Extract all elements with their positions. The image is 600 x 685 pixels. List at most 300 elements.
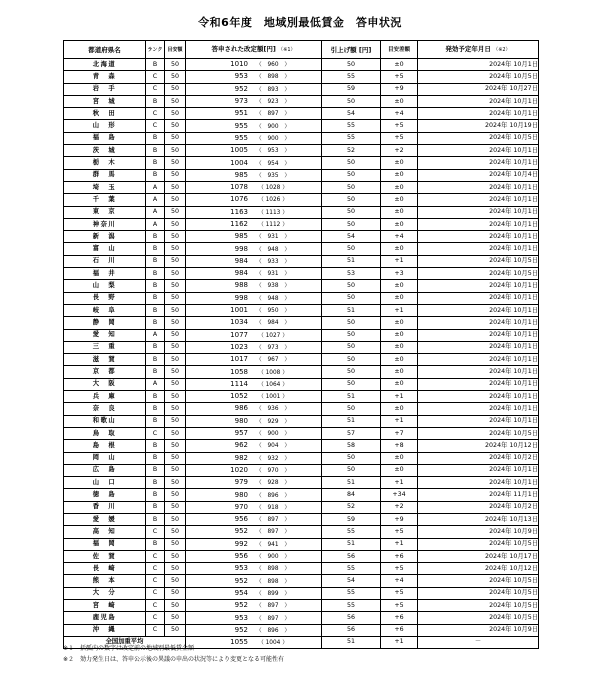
cell-amount: [186, 526, 322, 538]
cell-inc: 59: [322, 83, 381, 95]
cell-new-wage: 1078: [230, 183, 248, 192]
cell-rank: B: [146, 304, 165, 316]
cell-rank: B: [146, 415, 165, 427]
cell-old-wage: （ 967 ）: [255, 357, 291, 364]
cell-inc: 54: [322, 108, 381, 120]
table-row: [64, 612, 539, 624]
cell-inc: 50: [322, 341, 381, 353]
cell-pct: 50: [165, 513, 186, 525]
cell-old-wage: （ 941 ）: [255, 541, 291, 548]
cell-amount: [186, 194, 322, 206]
table-row: [64, 624, 539, 636]
cell-rank: C: [146, 550, 165, 562]
cell-pref: 兵 庫: [64, 391, 146, 403]
cell-new-wage: 956: [234, 552, 248, 561]
cell-new-wage: 1004: [230, 158, 248, 167]
cell-diff: +6: [381, 550, 418, 562]
header-inc: 引上げ額 [円]: [322, 41, 381, 59]
cell-rank: B: [146, 95, 165, 107]
cell-pref: 栃 木: [64, 157, 146, 169]
cell-old-wage: （ 970 ）: [255, 467, 291, 474]
header-pref: 都道府県名: [64, 41, 146, 59]
cell-date: 2024年 10月5日: [418, 255, 539, 267]
cell-date: 2024年 10月2日: [418, 501, 539, 513]
cell-inc: 50: [322, 452, 381, 464]
table-row: [64, 317, 539, 329]
cell-old-wage: （ 893 ）: [255, 86, 291, 93]
cell-new-wage: 951: [234, 109, 248, 118]
cell-diff: ±0: [381, 464, 418, 476]
table-row: [64, 354, 539, 366]
cell-inc: 56: [322, 624, 381, 636]
header-amount-label: 答申された改定額[円]: [211, 45, 276, 53]
header-rank: ランク: [146, 41, 165, 59]
cell-date: 2024年 10月1日: [418, 206, 539, 218]
cell-diff: ±0: [381, 59, 418, 71]
cell-date: 2024年 10月1日: [418, 194, 539, 206]
table-row: [64, 600, 539, 612]
table-row: [64, 575, 539, 587]
cell-rank: C: [146, 108, 165, 120]
cell-date: 2024年 10月1日: [418, 280, 539, 292]
cell-pct: 50: [165, 354, 186, 366]
cell-diff: +1: [381, 415, 418, 427]
cell-diff: ±0: [381, 218, 418, 230]
cell-rank: B: [146, 341, 165, 353]
table-row: [64, 341, 539, 353]
table-header-row: [64, 41, 539, 59]
cell-new-wage: 952: [234, 576, 248, 585]
cell-pref: 宮 崎: [64, 600, 146, 612]
cell-amount: [186, 145, 322, 157]
cell-pct: 50: [165, 440, 186, 452]
cell-inc: 55: [322, 526, 381, 538]
cell-rank: A: [146, 329, 165, 341]
cell-pct: 50: [165, 317, 186, 329]
table-row: [64, 550, 539, 562]
cell-pref: 島 根: [64, 440, 146, 452]
cell-old-wage: （ 1028 ）: [257, 185, 289, 192]
cell-new-wage: 1034: [230, 318, 248, 327]
cell-rank: A: [146, 181, 165, 193]
cell-new-wage: 980: [234, 490, 248, 499]
cell-date: 2024年 10月5日: [418, 587, 539, 599]
cell-pct: 50: [165, 415, 186, 427]
cell-diff: +1: [381, 304, 418, 316]
cell-pref: 静 岡: [64, 317, 146, 329]
cell-pref: 高 知: [64, 526, 146, 538]
cell-old-wage: （ 897 ）: [255, 111, 291, 118]
table-row: [64, 157, 539, 169]
footnotes: [63, 643, 284, 665]
table-row: [64, 489, 539, 501]
cell-inc: 84: [322, 489, 381, 501]
table-row: [64, 181, 539, 193]
cell-pref: 東 京: [64, 206, 146, 218]
cell-amount: [186, 600, 322, 612]
cell-inc: 55: [322, 563, 381, 575]
table-row: [64, 366, 539, 378]
cell-diff: +9: [381, 83, 418, 95]
cell-pref: 広 島: [64, 464, 146, 476]
cell-pref: 富 山: [64, 243, 146, 255]
cell-diff: ±0: [381, 292, 418, 304]
footnote-2: ※２ 効力発生日は、答申公示後の異議の申出の状況等により変更となる可能性有: [63, 656, 285, 663]
cell-amount: [186, 181, 322, 193]
cell-inc: 51: [322, 255, 381, 267]
cell-diff: ±0: [381, 403, 418, 415]
cell-old-wage: （ 933 ）: [255, 258, 291, 265]
table-row: [64, 563, 539, 575]
table-row: [64, 71, 539, 83]
cell-pct: 50: [165, 624, 186, 636]
cell-rank: C: [146, 83, 165, 95]
cell-rank: B: [146, 452, 165, 464]
cell-pref: 熊 本: [64, 575, 146, 587]
cell-amount: [186, 378, 322, 390]
table-row: [64, 440, 539, 452]
cell-pref: 滋 賀: [64, 354, 146, 366]
cell-diff: +5: [381, 71, 418, 83]
cell-rank: C: [146, 71, 165, 83]
cell-inc: 50: [322, 206, 381, 218]
cell-rank: B: [146, 59, 165, 71]
cell-pct: 50: [165, 243, 186, 255]
cell-date: 2024年 10月1日: [418, 157, 539, 169]
cell-rank: C: [146, 600, 165, 612]
cell-pct: 50: [165, 145, 186, 157]
cell-amount: [186, 329, 322, 341]
cell-old-wage: （ 900 ）: [255, 554, 291, 561]
cell-diff: ±0: [381, 280, 418, 292]
cell-new-wage: 1020: [230, 465, 248, 474]
cell-date: 2024年 10月19日: [418, 120, 539, 132]
table-row: [64, 255, 539, 267]
cell-pref: 福 島: [64, 132, 146, 144]
table-row: [64, 169, 539, 181]
cell-old-wage: （ 1064 ）: [257, 381, 289, 388]
cell-date: 2024年 10月9日: [418, 526, 539, 538]
cell-diff: ±0: [381, 181, 418, 193]
cell-pct: 50: [165, 329, 186, 341]
cell-pref: 沖 縄: [64, 624, 146, 636]
table-row: [64, 304, 539, 316]
cell-amount: [186, 132, 322, 144]
cell-pct: 50: [165, 501, 186, 513]
cell-amount: [186, 464, 322, 476]
cell-inc: 50: [322, 157, 381, 169]
cell-rank: C: [146, 427, 165, 439]
cell-date: 2024年 10月1日: [418, 218, 539, 230]
table-row: [64, 513, 539, 525]
cell-inc: 59: [322, 513, 381, 525]
cell-new-wage: 1162: [230, 220, 248, 228]
cell-old-wage: （ 950 ）: [255, 308, 291, 315]
cell-amount: [186, 587, 322, 599]
table-row: [64, 206, 539, 218]
cell-amount: [186, 440, 322, 452]
cell-pct: 50: [165, 59, 186, 71]
cell-new-wage: 985: [234, 232, 248, 241]
cell-inc: 58: [322, 440, 381, 452]
cell-pct: 50: [165, 255, 186, 267]
cell-rank: B: [146, 538, 165, 550]
cell-diff: ±0: [381, 329, 418, 341]
minimum-wage-table: [63, 40, 539, 649]
cell-diff: ±0: [381, 341, 418, 353]
cell-pct: 50: [165, 526, 186, 538]
cell-new-wage: 1017: [230, 355, 248, 364]
cell-date: 2024年 10月9日: [418, 624, 539, 636]
cell-rank: B: [146, 292, 165, 304]
cell-date: 2024年 10月17日: [418, 550, 539, 562]
cell-rank: B: [146, 268, 165, 280]
cell-pct: 50: [165, 108, 186, 120]
cell-amount: [186, 231, 322, 243]
cell-date: 2024年 10月1日: [418, 231, 539, 243]
cell-inc: 51: [322, 477, 381, 489]
cell-pct: 50: [165, 600, 186, 612]
cell-pct: 50: [165, 427, 186, 439]
cell-old-wage: （ 953 ）: [255, 148, 291, 155]
cell-new-wage: 1058: [230, 367, 248, 376]
page-title: 令和6年度 地域別最低賃金 答申状況: [198, 16, 402, 29]
cell-date: 2024年 10月2日: [418, 452, 539, 464]
cell-amount: [186, 501, 322, 513]
table-row: [64, 95, 539, 107]
cell-diff: +4: [381, 108, 418, 120]
cell-inc: 50: [322, 218, 381, 230]
cell-pref: 北海道: [64, 59, 146, 71]
cell-pref: 三 重: [64, 341, 146, 353]
cell-new-wage: 1010: [230, 60, 248, 69]
cell-pref: 山 形: [64, 120, 146, 132]
cell-diff: +2: [381, 501, 418, 513]
cell-new-wage: 952: [234, 601, 248, 610]
average-old: （ 1004 ）: [257, 639, 289, 646]
cell-pct: 50: [165, 391, 186, 403]
cell-new-wage: 952: [234, 527, 248, 536]
table-row: [64, 464, 539, 476]
cell-pct: 50: [165, 181, 186, 193]
cell-pref: 長 野: [64, 292, 146, 304]
table-row: [64, 292, 539, 304]
cell-amount: [186, 280, 322, 292]
cell-old-wage: （ 898 ）: [255, 578, 291, 585]
table-row: [64, 329, 539, 341]
cell-amount: [186, 415, 322, 427]
cell-pct: 50: [165, 587, 186, 599]
cell-pref: 鳥 取: [64, 427, 146, 439]
cell-amount: [186, 317, 322, 329]
cell-diff: +5: [381, 526, 418, 538]
cell-diff: ±0: [381, 206, 418, 218]
cell-rank: C: [146, 526, 165, 538]
footnote-1: ※１ 括弧内の数字は改定前の地域別最低賃金額: [63, 645, 195, 652]
cell-inc: 52: [322, 145, 381, 157]
cell-old-wage: （ 900 ）: [255, 123, 291, 130]
cell-amount: [186, 157, 322, 169]
cell-pref: 京 都: [64, 366, 146, 378]
cell-pref: 福 岡: [64, 538, 146, 550]
cell-amount: [186, 71, 322, 83]
table-row: [64, 243, 539, 255]
cell-rank: B: [146, 169, 165, 181]
cell-date: 2024年 10月12日: [418, 563, 539, 575]
table-row: [64, 231, 539, 243]
cell-new-wage: 985: [234, 170, 248, 179]
cell-pref: 和歌山: [64, 415, 146, 427]
cell-old-wage: （ 897 ）: [255, 615, 291, 622]
cell-amount: [186, 427, 322, 439]
table-row: [64, 280, 539, 292]
cell-pref: 大 阪: [64, 378, 146, 390]
cell-inc: 50: [322, 95, 381, 107]
table-body: [64, 59, 539, 637]
cell-rank: B: [146, 440, 165, 452]
cell-old-wage: （ 935 ）: [255, 172, 291, 179]
cell-pref: 岐 阜: [64, 304, 146, 316]
table-row: [64, 501, 539, 513]
cell-inc: 50: [322, 280, 381, 292]
cell-inc: 50: [322, 194, 381, 206]
cell-rank: B: [146, 317, 165, 329]
cell-date: 2024年 10月1日: [418, 391, 539, 403]
cell-inc: 50: [322, 59, 381, 71]
average-inc: 51: [322, 636, 381, 648]
cell-date: 2024年 10月5日: [418, 600, 539, 612]
cell-pct: 50: [165, 304, 186, 316]
cell-diff: ±0: [381, 378, 418, 390]
cell-old-wage: （ 1001 ）: [257, 394, 289, 401]
cell-inc: 50: [322, 464, 381, 476]
cell-rank: A: [146, 218, 165, 230]
cell-date: 2024年 10月1日: [418, 292, 539, 304]
cell-pref: 香 川: [64, 501, 146, 513]
cell-amount: [186, 95, 322, 107]
cell-pct: 50: [165, 132, 186, 144]
cell-date: 2024年 10月1日: [418, 317, 539, 329]
cell-date: 2024年 11月1日: [418, 489, 539, 501]
cell-pct: 50: [165, 292, 186, 304]
cell-pct: 50: [165, 218, 186, 230]
cell-rank: A: [146, 194, 165, 206]
cell-amount: [186, 268, 322, 280]
cell-diff: +5: [381, 563, 418, 575]
cell-inc: 55: [322, 120, 381, 132]
cell-old-wage: （ 899 ）: [255, 590, 291, 597]
cell-old-wage: （ 928 ）: [255, 480, 291, 487]
cell-new-wage: 998: [234, 293, 248, 302]
cell-old-wage: （ 898 ）: [255, 566, 291, 573]
cell-inc: 55: [322, 600, 381, 612]
cell-date: 2024年 10月1日: [418, 415, 539, 427]
cell-old-wage: （ 931 ）: [255, 234, 291, 241]
table-row: [64, 194, 539, 206]
cell-pct: 50: [165, 538, 186, 550]
cell-new-wage: 954: [234, 588, 248, 597]
cell-rank: C: [146, 575, 165, 587]
cell-amount: [186, 292, 322, 304]
cell-pref: 長 崎: [64, 563, 146, 575]
cell-old-wage: （ 898 ）: [255, 74, 291, 81]
cell-new-wage: 992: [234, 539, 248, 548]
cell-rank: A: [146, 378, 165, 390]
cell-amount: [186, 169, 322, 181]
cell-pct: 50: [165, 157, 186, 169]
cell-date: 2024年 10月1日: [418, 243, 539, 255]
cell-date: 2024年 10月13日: [418, 513, 539, 525]
cell-pref: 大 分: [64, 587, 146, 599]
cell-new-wage: 1001: [230, 306, 248, 315]
cell-rank: C: [146, 563, 165, 575]
cell-inc: 50: [322, 317, 381, 329]
cell-new-wage: 1114: [230, 379, 248, 388]
cell-rank: B: [146, 489, 165, 501]
cell-new-wage: 998: [234, 244, 248, 253]
cell-old-wage: （ 960 ）: [255, 62, 291, 69]
table-row: [64, 526, 539, 538]
cell-new-wage: 953: [234, 564, 248, 573]
cell-amount: [186, 513, 322, 525]
cell-date: 2024年 10月1日: [418, 181, 539, 193]
cell-new-wage: 1076: [230, 195, 248, 204]
cell-old-wage: （ 938 ）: [255, 283, 291, 290]
cell-new-wage: 988: [234, 281, 248, 290]
cell-old-wage: （ 923 ）: [255, 99, 291, 106]
cell-new-wage: 982: [234, 453, 248, 462]
cell-inc: 55: [322, 132, 381, 144]
cell-inc: 55: [322, 71, 381, 83]
cell-rank: B: [146, 513, 165, 525]
cell-amount: [186, 218, 322, 230]
cell-inc: 57: [322, 427, 381, 439]
cell-inc: 50: [322, 378, 381, 390]
cell-new-wage: 980: [234, 416, 248, 425]
average-new: 1055: [230, 637, 248, 646]
cell-date: 2024年 10月1日: [418, 477, 539, 489]
cell-new-wage: 1052: [230, 392, 248, 401]
cell-pref: 神奈川: [64, 218, 146, 230]
table-row: [64, 268, 539, 280]
cell-diff: ±0: [381, 157, 418, 169]
cell-date: 2024年 10月5日: [418, 132, 539, 144]
cell-diff: +1: [381, 255, 418, 267]
cell-date: 2024年 10月5日: [418, 268, 539, 280]
cell-pct: 50: [165, 489, 186, 501]
cell-inc: 56: [322, 612, 381, 624]
cell-pct: 50: [165, 550, 186, 562]
cell-pct: 50: [165, 83, 186, 95]
cell-amount: [186, 206, 322, 218]
cell-rank: B: [146, 366, 165, 378]
cell-diff: +34: [381, 489, 418, 501]
cell-date: 2024年 10月1日: [418, 403, 539, 415]
cell-old-wage: （ 896 ）: [255, 492, 291, 499]
cell-rank: B: [146, 145, 165, 157]
cell-date: 2024年 10月1日: [418, 366, 539, 378]
cell-new-wage: 952: [234, 625, 248, 634]
cell-date: 2024年 10月5日: [418, 612, 539, 624]
cell-pref: 千 葉: [64, 194, 146, 206]
cell-diff: ±0: [381, 452, 418, 464]
cell-diff: ±0: [381, 194, 418, 206]
cell-old-wage: （ 954 ）: [255, 160, 291, 167]
cell-old-wage: （ 896 ）: [255, 627, 291, 634]
cell-inc: 53: [322, 268, 381, 280]
cell-pct: 50: [165, 378, 186, 390]
cell-date: 2024年 10月4日: [418, 169, 539, 181]
